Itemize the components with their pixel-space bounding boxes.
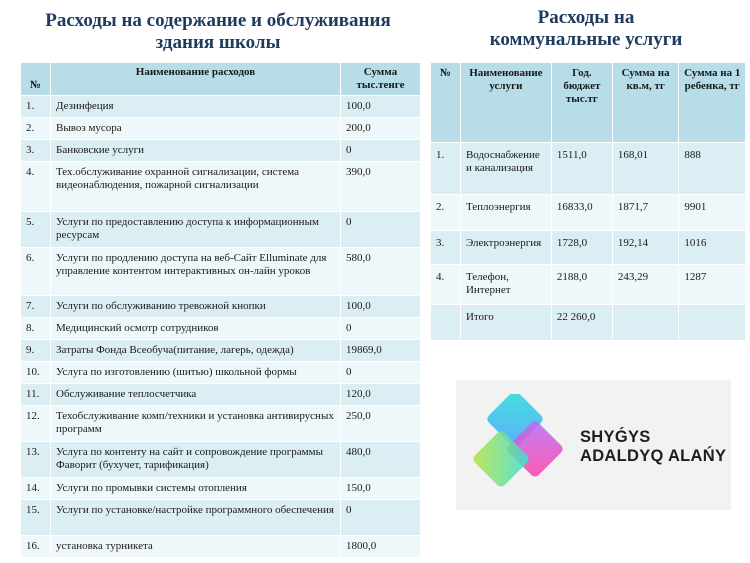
expense-name: Банковские услуги — [51, 140, 341, 162]
expense-amount: 150,0 — [341, 478, 421, 500]
amount-per-child: 888 — [679, 143, 746, 195]
service-name: Итого — [460, 305, 551, 341]
table-row — [431, 143, 746, 195]
annual-budget: 22 260,0 — [551, 305, 612, 341]
row-number: 12. — [21, 406, 51, 442]
expense-amount: 0 — [341, 212, 421, 248]
expense-name: Вывоз мусора — [51, 118, 341, 140]
table-row — [21, 406, 421, 442]
expense-amount: 0 — [341, 500, 421, 536]
left-title-line2: здания школы — [155, 32, 281, 53]
row-number: 10. — [21, 362, 51, 384]
expense-name: Тех.обслуживание охранной сигнализации, система видеонаблюдения, пожарной сигнализации — [51, 162, 341, 212]
expense-name: Затраты Фонда Всеобуча(питание, лагерь, одежда) — [51, 340, 341, 362]
header-amount: Сумма тыс.тенге — [341, 63, 421, 96]
service-name: Теплоэнергия — [460, 195, 551, 231]
header-annual-budget: Год. бюджет тыс.тг — [551, 63, 612, 143]
amount-per-child: 1016 — [679, 231, 746, 265]
left-table-title — [18, 10, 418, 54]
expense-amount: 19869,0 — [341, 340, 421, 362]
expense-amount: 1800,0 — [341, 536, 421, 558]
header-service-name: Наименование услуги — [460, 63, 551, 143]
amount-per-sqm: 168,01 — [612, 143, 679, 195]
service-name: Электроэнергия — [460, 231, 551, 265]
row-number: 1. — [431, 143, 461, 195]
expense-amount: 100,0 — [341, 296, 421, 318]
expense-amount: 250,0 — [341, 406, 421, 442]
expense-name: Обслуживание теплосчетчика — [51, 384, 341, 406]
row-number: 7. — [21, 296, 51, 318]
expense-name: Услуга по контенту на сайт и сопровождение программы Фаворит (бухучет, тарификация) — [51, 442, 341, 478]
row-number: 9. — [21, 340, 51, 362]
row-number: 2. — [431, 195, 461, 231]
right-title-line1: Расходы на — [537, 7, 635, 28]
amount-per-child — [679, 305, 746, 341]
row-number: 5. — [21, 212, 51, 248]
row-number: 4. — [21, 162, 51, 212]
row-number: 1. — [21, 96, 51, 118]
expense-amount: 390,0 — [341, 162, 421, 212]
row-number: 6. — [21, 248, 51, 296]
header-number: № — [431, 63, 461, 143]
logo-line2: ADALDYQ ALAŃY — [580, 447, 727, 465]
table-row — [21, 296, 421, 318]
row-number: 3. — [431, 231, 461, 265]
logo-mark-icon — [468, 394, 573, 498]
expense-amount: 480,0 — [341, 442, 421, 478]
amount-per-sqm: 1871,7 — [612, 195, 679, 231]
table-row — [21, 442, 421, 478]
expense-name: Медицинский осмотр сотрудников — [51, 318, 341, 340]
expense-amount: 0 — [341, 140, 421, 162]
expense-amount: 200,0 — [341, 118, 421, 140]
header-expense-name: Наименование расходов — [51, 63, 341, 96]
expense-name: Техобслуживание комп/техники и установка антивирусных программ — [51, 406, 341, 442]
header-number: № — [21, 63, 51, 96]
table-row — [21, 340, 421, 362]
row-number: 15. — [21, 500, 51, 536]
expense-name: Услуги по предоставлению доступа к информационным ресурсам — [51, 212, 341, 248]
table-row — [431, 305, 746, 341]
expense-name: установка турникета — [51, 536, 341, 558]
row-number: 14. — [21, 478, 51, 500]
table-row — [431, 231, 746, 265]
right-title-line2: коммунальные услуги — [489, 29, 683, 50]
expense-name: Услуги по продлению доступа на веб-Сайт Elluminate для управление контентом интерактивных он-лайн уроков — [51, 248, 341, 296]
expense-name: Услуги по промывки системы отопления — [51, 478, 341, 500]
row-number: 16. — [21, 536, 51, 558]
table-row — [21, 384, 421, 406]
table-row — [21, 140, 421, 162]
maintenance-expenses-table — [20, 62, 421, 558]
row-number: 8. — [21, 318, 51, 340]
table-row — [21, 118, 421, 140]
amount-per-child: 9901 — [679, 195, 746, 231]
annual-budget: 1511,0 — [551, 143, 612, 195]
amount-per-child: 1287 — [679, 265, 746, 305]
expense-name: Дезинфеция — [51, 96, 341, 118]
annual-budget: 1728,0 — [551, 231, 612, 265]
right-table-title — [430, 7, 742, 51]
expense-name: Услуги по обслуживанию тревожной кнопки — [51, 296, 341, 318]
table-row — [21, 96, 421, 118]
annual-budget: 2188,0 — [551, 265, 612, 305]
row-number: 11. — [21, 384, 51, 406]
service-name: Телефон, Интернет — [460, 265, 551, 305]
expense-amount: 100,0 — [341, 96, 421, 118]
amount-per-sqm — [612, 305, 679, 341]
table-row — [21, 362, 421, 384]
logo-line1: SHYǴYS — [580, 428, 651, 446]
row-number: 2. — [21, 118, 51, 140]
header-per-child: Сумма на 1 ребенка, тг — [679, 63, 746, 143]
expense-amount: 0 — [341, 318, 421, 340]
table-row — [21, 318, 421, 340]
row-number: 3. — [21, 140, 51, 162]
expense-name: Услуги по установке/настройке программного обеспечения — [51, 500, 341, 536]
row-number — [431, 305, 461, 341]
table-row — [431, 265, 746, 305]
expense-amount: 580,0 — [341, 248, 421, 296]
utility-expenses-table — [430, 62, 746, 341]
table-row — [21, 500, 421, 536]
annual-budget: 16833,0 — [551, 195, 612, 231]
table-row — [21, 478, 421, 500]
table-row — [21, 212, 421, 248]
logo-card — [456, 380, 731, 510]
row-number: 13. — [21, 442, 51, 478]
expense-amount: 120,0 — [341, 384, 421, 406]
table-row — [21, 162, 421, 212]
row-number: 4. — [431, 265, 461, 305]
expense-name: Услуга по изготовлению (шитью) школьной формы — [51, 362, 341, 384]
expense-amount: 0 — [341, 362, 421, 384]
table-row — [21, 248, 421, 296]
left-title-line1: Расходы на содержание и обслуживания — [45, 10, 391, 31]
table-row — [431, 195, 746, 231]
amount-per-sqm: 243,29 — [612, 265, 679, 305]
amount-per-sqm: 192,14 — [612, 231, 679, 265]
service-name: Водоснабжение и канализация — [460, 143, 551, 195]
header-per-sqm: Сумма на кв.м, тг — [612, 63, 679, 143]
logo-wordmark — [580, 428, 726, 466]
table-row — [21, 536, 421, 558]
